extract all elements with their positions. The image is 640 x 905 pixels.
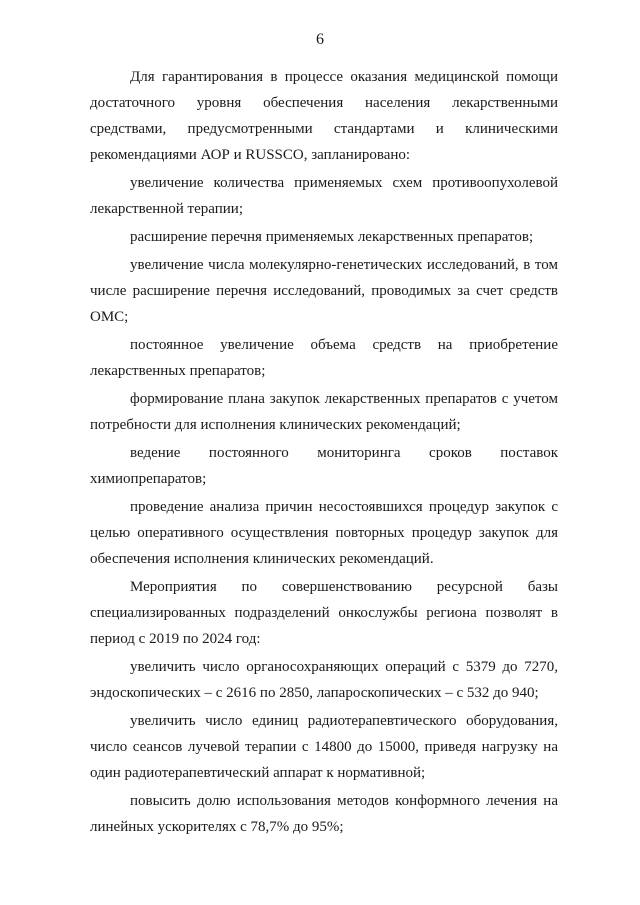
document-body <box>90 64 558 842</box>
paragraph-item: расширение перечня применяемых лекарственных препаратов; <box>130 229 534 245</box>
paragraph-item: проведение анализа причин несостоявшихся процедур закупок с целью оперативного осуществления повторных процедур закупок для обеспечения исполнения клинических рекомендаций. <box>90 499 558 567</box>
paragraph-item: ведение постоянного мониторинга сроков поставок химиопрепаратов; <box>90 445 558 487</box>
paragraph-item: постоянное увеличение объема средств на приобретение лекарственных препаратов; <box>90 337 558 379</box>
paragraph-item: увеличить число единиц радиотерапевтического оборудования, число сеансов лучевой терапии с 14800 до 15000, приведя нагрузку на один радиотерапевтический аппарат к нормативной; <box>90 713 558 781</box>
paragraph-item: увеличение количества применяемых схем противоопухолевой лекарственной терапии; <box>90 175 558 217</box>
paragraph-measures: Мероприятия по совершенствованию ресурсной базы специализированных подразделений онкослужбы региона позволят в период с 2019 по 2024 год: <box>90 579 558 647</box>
paragraph-item: увеличение числа молекулярно-генетических исследований, в том числе расширение перечня исследований, проводимых за счет средств ОМС; <box>90 257 558 325</box>
paragraph-item: увеличить число органосохраняющих операций с 5379 до 7270, эндоскопических – с 2616 по 2850, лапароскопических – с 532 до 940; <box>90 659 558 701</box>
paragraph-item: повысить долю использования методов конформного лечения на линейных ускорителях с 78,7% до 95%; <box>90 793 558 835</box>
page-number: 6 <box>316 31 324 48</box>
paragraph-intro: Для гарантирования в процессе оказания медицинской помощи достаточного уровня обеспечения населения лекарственными средствами, предусмотренными стандартами и клиническими рекомендациями АОР и RUSSCO, запланировано: <box>90 69 558 163</box>
paragraph-item: формирование плана закупок лекарственных препаратов с учетом потребности для исполнения клинических рекомендаций; <box>90 391 558 433</box>
